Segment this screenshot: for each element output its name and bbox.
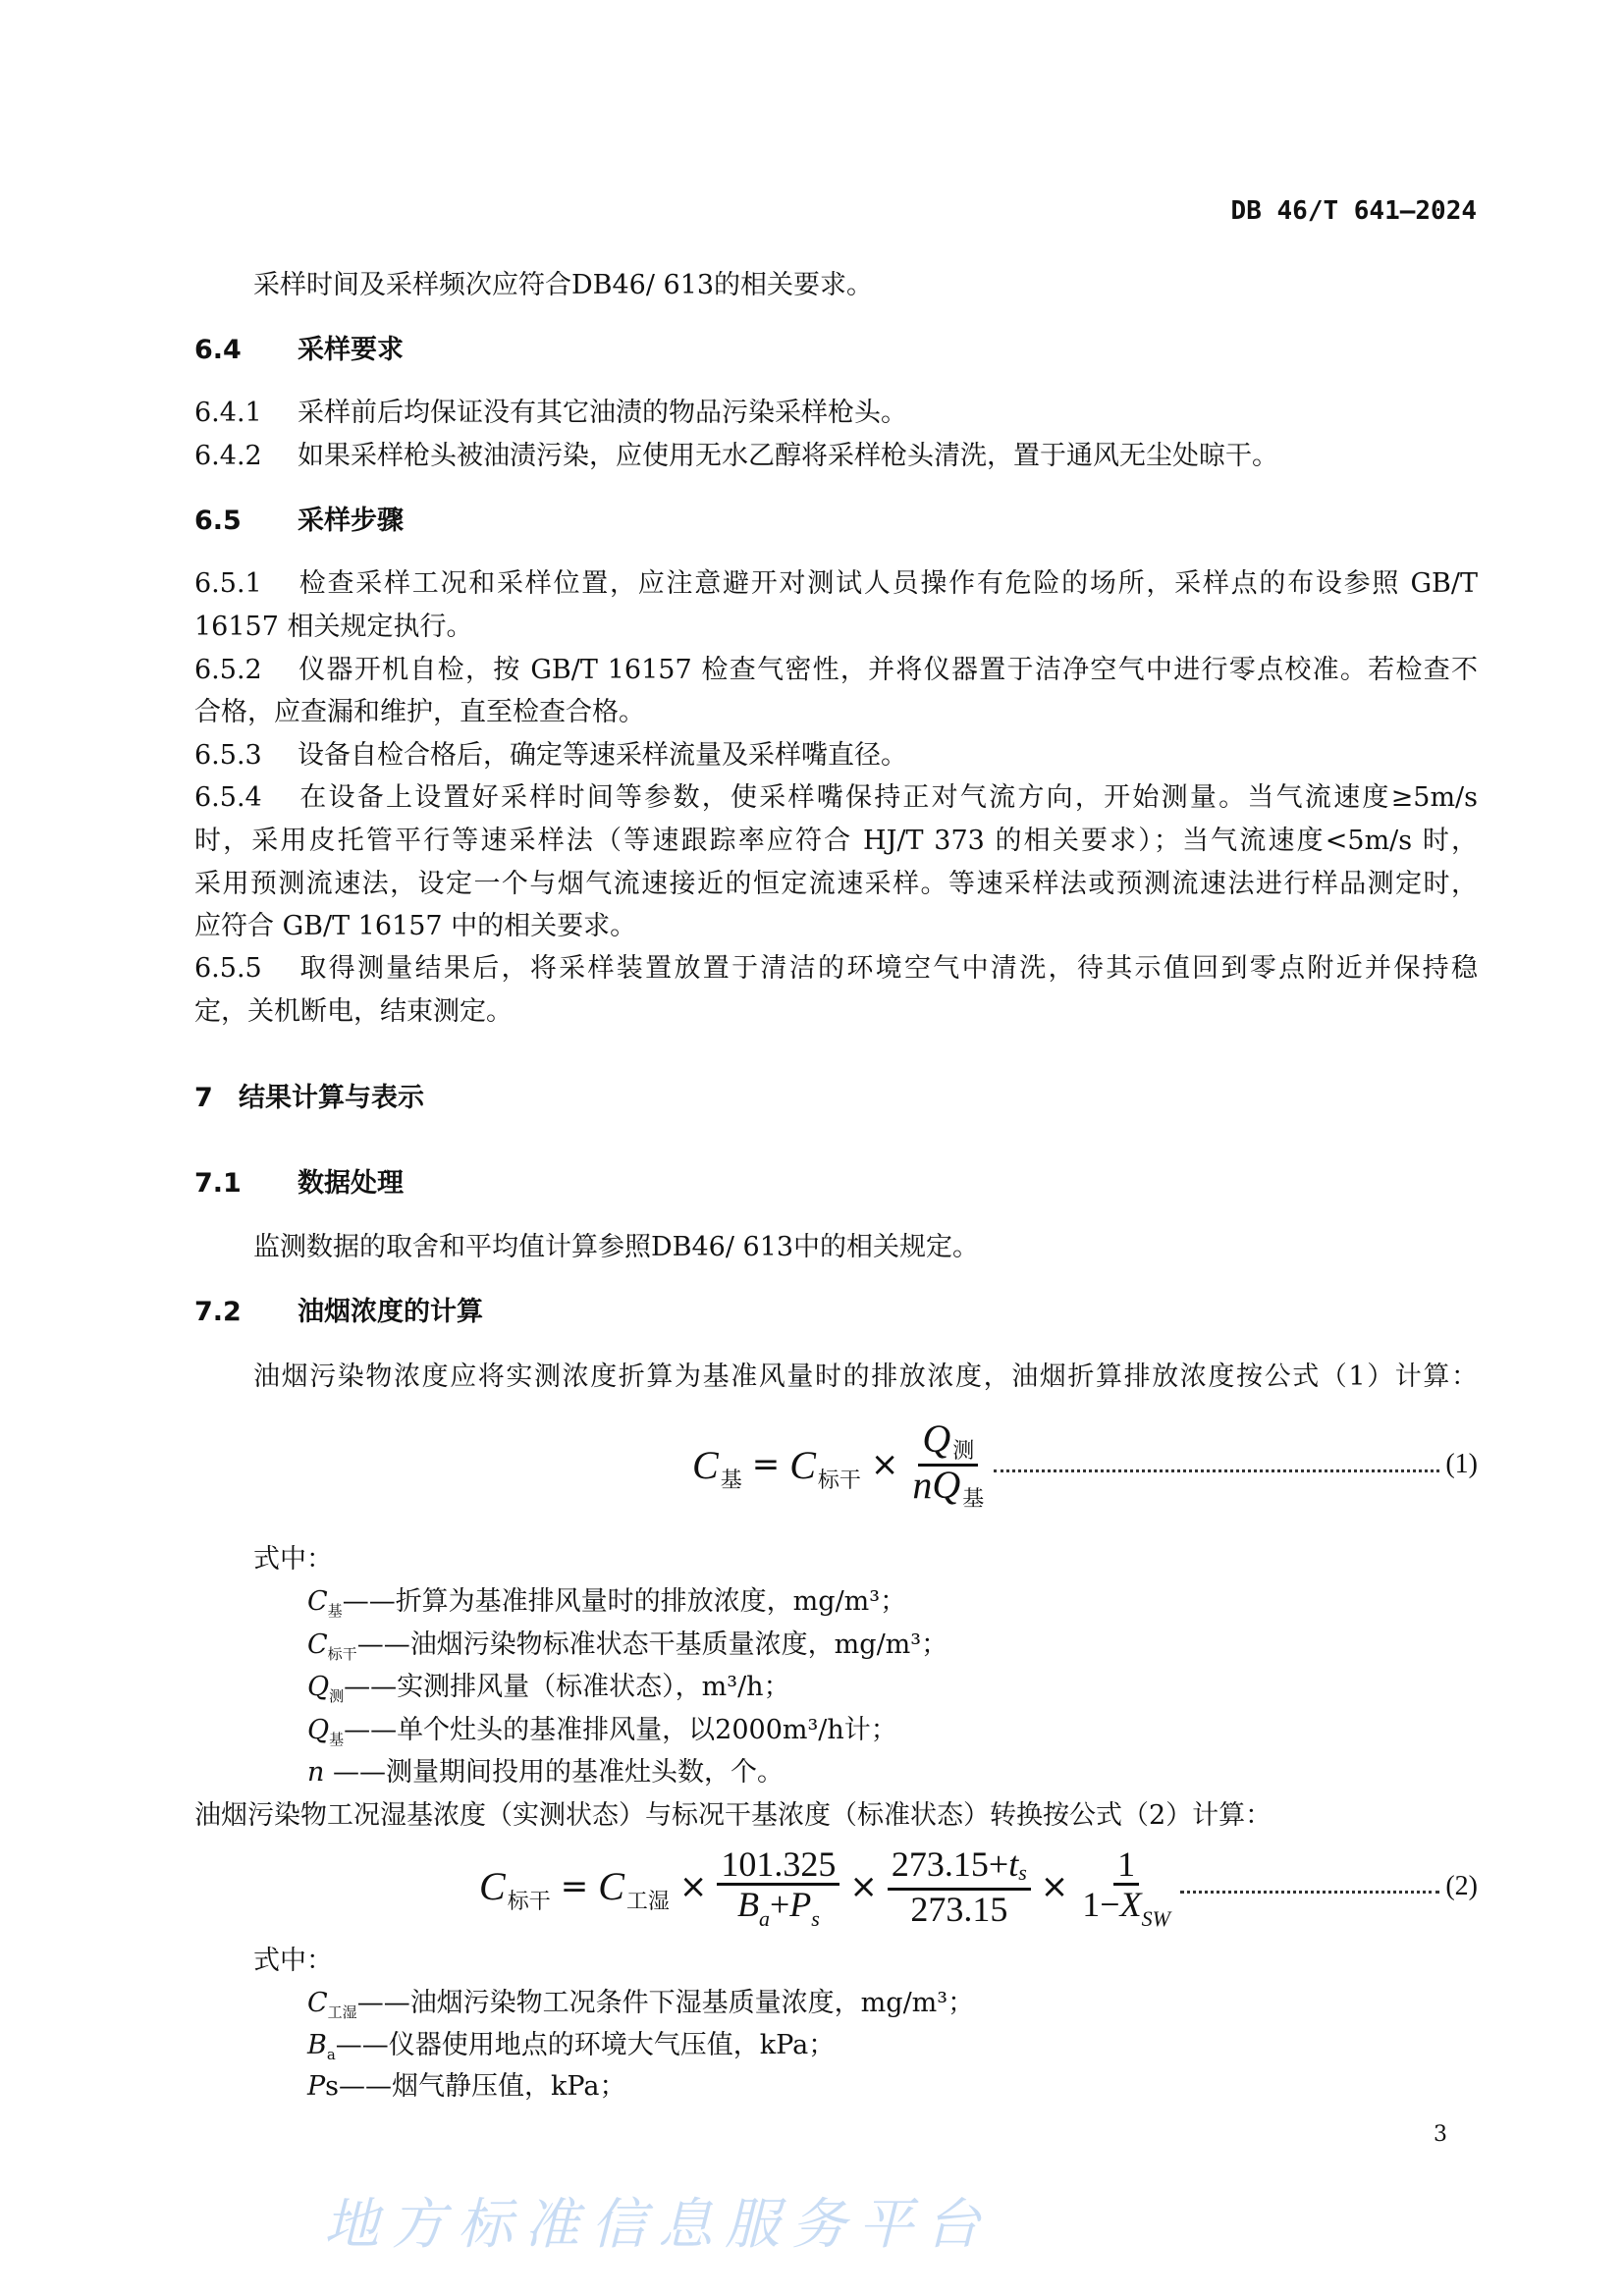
definition: $C_{工湿}——$油烟污染物工况条件下湿基质量浓度，mg/m³； bbox=[307, 1988, 975, 2021]
paragraph: 油烟污染物浓度应将实测浓度折算为基准风量时的排放浓度，油烟折算排放浓度按公式（1）计算： bbox=[253, 1362, 1478, 1392]
clause-6-5-4-cont: 采用预测流速法，设定一个与烟气流速接近的恒定流速采样。等速采样法或预测流速法进行样品测定时， bbox=[194, 869, 1478, 899]
section-heading-6-4: 6.4 采样要求 bbox=[194, 335, 404, 365]
definition: $C_基——$折算为基准排风量时的排放浓度，mg/m³； bbox=[307, 1586, 907, 1620]
formula-2: C 标干 = C 工湿 × $\frac{101.325}{B_a+P_s}$ × $\frac{273.15+ts}{273.15}$ × $\frac{1}{1-X_{SW}}$ (2) bbox=[479, 1843, 1478, 1931]
definition: $Q_基——$单个灶头的基准排风量，以2000m³/h计； bbox=[307, 1715, 897, 1748]
clause-6-5-2-cont: 合格，应查漏和维护，直至检查合格。 bbox=[194, 697, 645, 727]
paragraph: 采样时间及采样频次应符合DB46/ 613的相关要求。 bbox=[253, 270, 874, 300]
definition: $C_{标干}——$油烟污染物标准状态干基质量浓度，mg/m³； bbox=[307, 1629, 948, 1663]
section-heading-7-2: 7.2 油烟浓度的计算 bbox=[194, 1297, 483, 1327]
fraction: $\frac{\text{Q测}}{nQ_基}$ bbox=[912, 1415, 985, 1511]
definition: $Q_测——$实测排风量（标准状态），m³/h； bbox=[307, 1672, 790, 1705]
section-heading-6-5: 6.5 采样步骤 bbox=[194, 506, 404, 536]
fraction: $\frac{101.325}{B_a+P_s}$ bbox=[717, 1845, 839, 1928]
definition: $B_a——$仪器使用地点的环境大气压值，kPa； bbox=[307, 2030, 836, 2063]
where-label: 式中： bbox=[253, 1544, 333, 1575]
page-number: 3 bbox=[1434, 2122, 1447, 2147]
fraction: $\frac{1}{1-X_{SW}}$ bbox=[1082, 1843, 1170, 1931]
definition: Ps——烟气静压值，kPa； bbox=[307, 2071, 626, 2102]
clause-6-5-5-cont: 定，关机断电，结束测定。 bbox=[194, 996, 513, 1027]
clause-6-5-4-cont: 时，采用皮托管平行等速采样法（等速跟踪率应符合 HJ/T 373 的相关要求）；当气流速度<5m/s 时， bbox=[194, 826, 1478, 856]
formula-1: C 基 = C 标干 × $\frac{\text{Q测}}{nQ_基}$ (1) bbox=[692, 1415, 1478, 1511]
paragraph: 监测数据的取舍和平均值计算参照DB46/ 613中的相关规定。 bbox=[253, 1232, 980, 1262]
fraction: $\frac{273.15+ts}{273.15}$ bbox=[888, 1845, 1031, 1928]
doc-number: DB 46/T 641—2024 bbox=[1230, 196, 1477, 226]
dot-leader bbox=[994, 1469, 1439, 1472]
section-heading-7-1: 7.1 数据处理 bbox=[194, 1168, 404, 1199]
paragraph: 油烟污染物工况湿基浓度（实测状态）与标况干基浓度（标准状态）转换按公式（2）计算： bbox=[194, 1800, 1272, 1831]
chapter-heading-7: 7 结果计算与表示 bbox=[194, 1083, 424, 1113]
clause-6-5-5: 6.5.5 取得测量结果后，将采样装置放置于清洁的环境空气中清洗，待其示值回到零点附近并保持稳 bbox=[194, 953, 1478, 984]
clause-6-5-4: 6.5.4 在设备上设置好采样时间等参数，使采样嘴保持正对气流方向，开始测量。当气流速度≥5m/s bbox=[194, 782, 1478, 813]
dot-leader bbox=[1180, 1891, 1439, 1894]
where-label: 式中： bbox=[253, 1946, 333, 1976]
watermark: 地方标准信息服务平台 bbox=[324, 2193, 992, 2257]
clause-6-4-2: 6.4.2 如果采样枪头被油渍污染，应使用无水乙醇将采样枪头清洗，置于通风无尘处晾干。 bbox=[194, 441, 1278, 471]
clause-6-5-1-cont: 16157 相关规定执行。 bbox=[194, 612, 473, 642]
clause-6-5-3: 6.5.3 设备自检合格后，确定等速采样流量及采样嘴直径。 bbox=[194, 740, 907, 771]
clause-6-5-1: 6.5.1 检查采样工况和采样位置，应注意避开对测试人员操作有危险的场所，采样点的布设参照 GB/T bbox=[194, 568, 1478, 599]
clause-6-5-4-cont: 应符合 GB/T 16157 中的相关要求。 bbox=[194, 911, 637, 941]
definition: n ——测量期间投用的基准灶头数，个。 bbox=[307, 1757, 784, 1788]
clause-6-4-1: 6.4.1 采样前后均保证没有其它油渍的物品污染采样枪头。 bbox=[194, 398, 907, 428]
clause-6-5-2: 6.5.2 仪器开机自检，按 GB/T 16157 检查气密性，并将仪器置于洁净空气中进行零点校准。若检查不 bbox=[194, 655, 1478, 685]
